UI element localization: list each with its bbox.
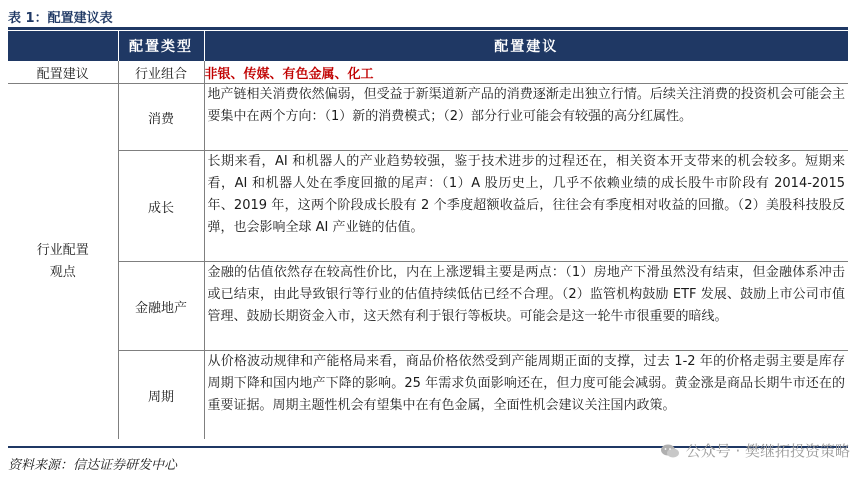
table-row: [8, 351, 848, 440]
row-text-cyclical: 从价格波动规律和产能格局来看，商品价格依然受到产能周期正面的支撑，过去 1-2 年的价格走弱主要是库存周期下降和国内地产下降的影响。25 年需求负面影响还在，但力度可能会减弱。黄金涨是商品长期牛市还在的重要证据。周期主题性机会有望集中在有色金属，全面性机会建议关注国内政策。: [207, 354, 845, 413]
header-cell-type: 配置类型: [118, 31, 204, 61]
top-rule: [8, 27, 848, 30]
row-name-cyclical: 周期: [118, 351, 204, 440]
source-note: 资料来源：信达证券研发中心: [8, 458, 178, 473]
row-text-consumption: 地产链相关消费依然偏弱，但受益于新渠道新产品的消费逐渐走出独立行情。后续关注消费的投资机会可能会主要集中在两个方向：（1）新的消费模式；（2）部分行业可能会有较强的高分红属性。: [204, 84, 848, 151]
row-name-finance-realestate: 金融地产: [118, 262, 204, 351]
table-row: [8, 262, 848, 351]
row-text-growth: 长期来看，AI 和机器人的产业趋势较强，鉴于技术进步的过程还在，相关资本开支带来的机会较多。短期来看，AI 和机器人处在季度回撤的尾声：（1）A 股历史上，几乎不依赖业绩的成长股牛市阶段有 2014-2015 年、2019 年，这两个阶段成长股有 2 个季度超额收益后，往往会有季度相对收益的回撤。（2）美股科技股反弹，也会影响全球 AI 产业链的估值。: [204, 151, 848, 262]
row-text-finance-realestate: 金融的估值依然存在较高性价比，内在上涨逻辑主要是两点：（1）房地产下滑虽然没有结束，但金融体系冲击或已结束，由此导致银行等行业的估值持续低估已经不合理。（2）监管机构鼓励 ETF 发展、鼓励上市公司市值管理、鼓励长期资金入市，这天然有利于银行等板块。可能会是这一轮牛市很重要的暗线。: [204, 262, 848, 351]
watermark-text: 公众号 · 樊继拓投资策略: [685, 442, 850, 460]
view-label-line2: 观点: [49, 264, 76, 280]
config-row-value: 非银、传媒、有色金属、化工: [204, 61, 848, 84]
config-table: [8, 31, 848, 439]
config-row-label: 配置建议: [8, 61, 118, 84]
view-label-line1: 行业配置: [36, 242, 89, 258]
header-cell-blank: [8, 31, 118, 61]
wechat-icon: [660, 443, 680, 459]
header-cell-advice: 配置建议: [204, 31, 848, 61]
view-label-cell: [8, 84, 118, 440]
table-caption: 表 1：配置建议表: [8, 11, 113, 26]
row-name-growth: 成长: [118, 151, 204, 262]
row-name-consumption: 消费: [118, 84, 204, 151]
watermark: [660, 440, 850, 461]
table-row: [8, 84, 848, 151]
config-row-type: 行业组合: [118, 61, 204, 84]
config-row: [8, 61, 848, 84]
table-row: [8, 151, 848, 262]
table-header-row: [8, 31, 848, 61]
